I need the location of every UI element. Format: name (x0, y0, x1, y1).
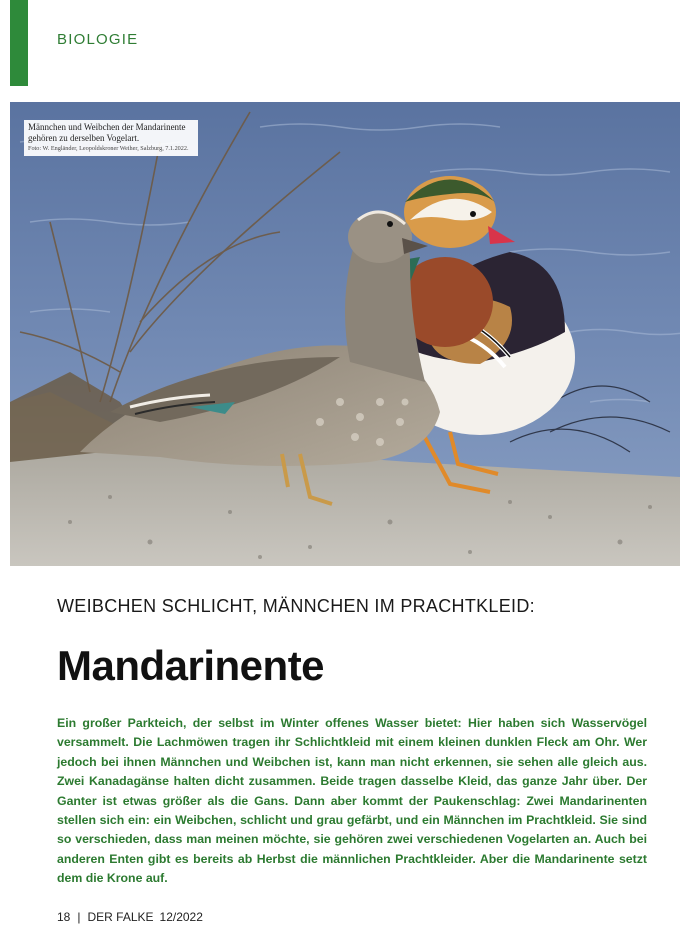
section-color-bar (10, 0, 28, 86)
ducks-illustration (10, 102, 680, 566)
footer-separator: | (77, 910, 81, 924)
article-kicker: WEIBCHEN SCHLICHT, MÄNNCHEN IM PRACHTKLEID: (57, 596, 535, 616)
article-title: Mandarinente (57, 642, 325, 689)
section-label: BIOLOGIE (57, 31, 139, 48)
magazine-name: DER FALKE (87, 910, 154, 924)
page-number: 18 (57, 910, 71, 924)
caption-text: Männchen und Weibchen der Mandarinente gehören zu derselben Vogelart. (28, 122, 186, 143)
photo-credit: Foto: W. Engländer, Leopoldskroner Weiher, Salzburg, 7.1.2022. (28, 145, 189, 152)
article-lead: Ein großer Parkteich, der selbst im Winter offenes Wasser bietet: Hier haben sich Wasservögel versammelt. Die Lachmöwen tragen ihr Schlichtkleid mit einem kleinen dunklen Fleck am Ohr. Wer jedoch bei ihnen Männchen und Weibchen ist, kann man nicht erkennen, sie sehen alle gleich aus. Zwei Kanadagänse halten dicht zusammen. Beide tragen dasselbe Kleid, das ganze Jahr über. Der Ganter ist etwas größer als die Gans. Dann aber kommt der Paukenschlag: Zwei Mandarinenten stellen sich ein: ein Weibchen, schlicht und grau gefärbt, und ein Männchen im Prachtkleid. Sie sind so verschieden, dass man meinen möchte, sie gehören zwei verschiedenen Vogelarten an. Auch bei anderen Enten gibt es bereits ab Herbst die männlichen Prachtkleider. Aber die Mandarinente setzt dem die Krone auf. (57, 716, 647, 886)
article-photo (10, 102, 680, 566)
issue-number: 12/2022 (159, 910, 203, 924)
photo-caption (24, 120, 198, 156)
page-footer (57, 910, 203, 924)
